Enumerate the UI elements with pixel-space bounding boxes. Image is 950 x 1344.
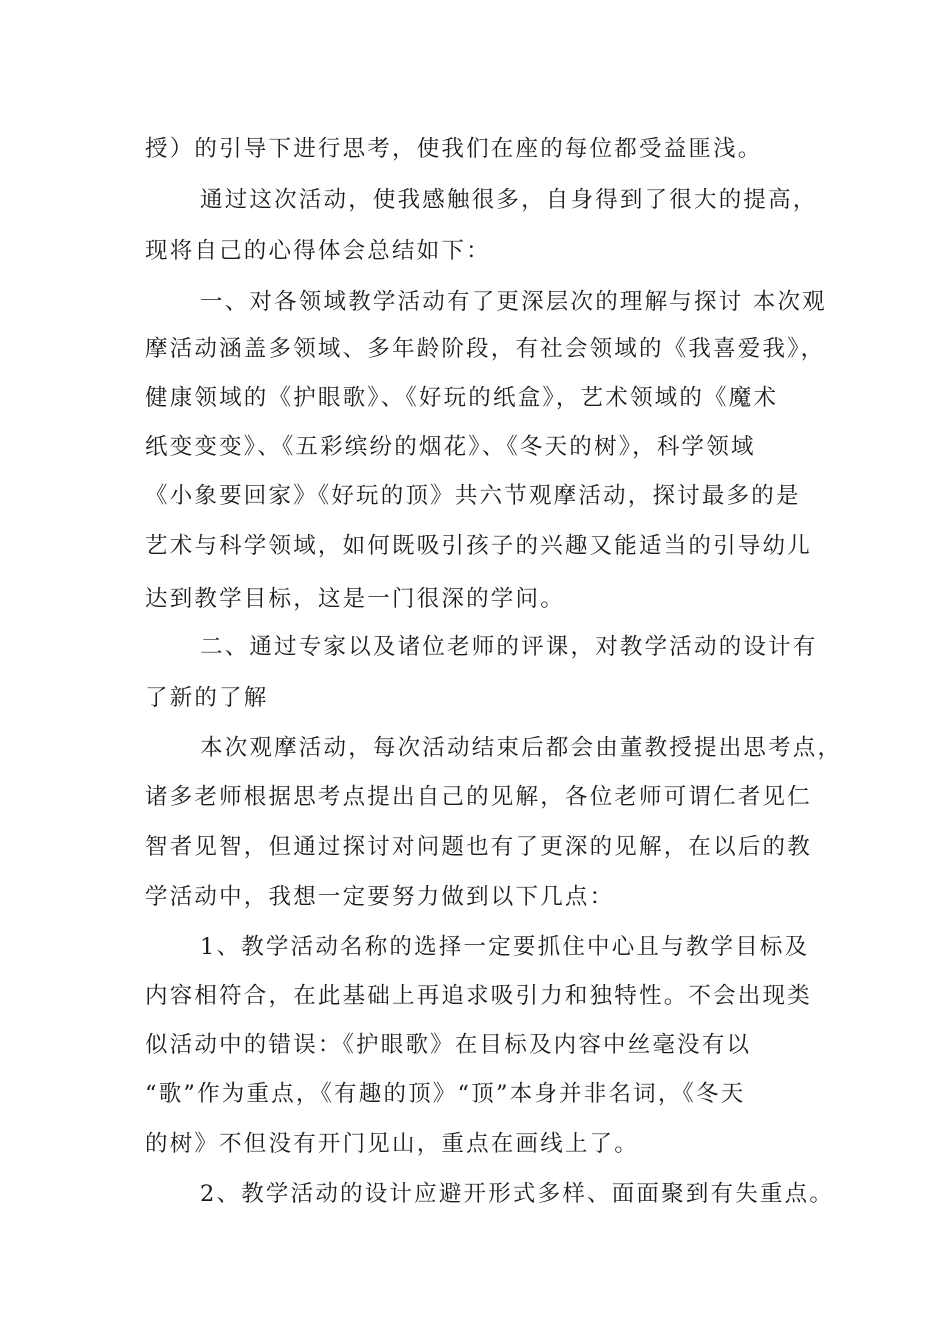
text-line: 了新的了解 xyxy=(145,685,269,711)
text-line: 本次观摩活动，每次活动结束后都会由董教授提出思考点， xyxy=(200,735,843,761)
text-line: 2、教学活动的设计应避开形式多样、面面聚到有失重点。 xyxy=(200,1181,835,1207)
text-line: 似活动中的错误：《护眼歌》在目标及内容中丝毫没有以 xyxy=(145,1032,752,1058)
text-line: 二、通过专家以及诸位老师的评课，对教学活动的设计有 xyxy=(200,634,818,660)
text-line: 诸多老师根据思考点提出自己的见解，各位老师可谓仁者见仁 xyxy=(145,784,812,810)
text-line: 授）的引导下进行思考，使我们在座的每位都受益匪浅。 xyxy=(145,136,763,162)
text-line: 纸变变变》、《五彩缤纷的烟花》、《冬天的树》，科学领域 xyxy=(145,434,756,460)
text-line: 健康领域的《护眼歌》、《好玩的纸盒》，艺术领域的《魔术 xyxy=(145,385,779,411)
text-line: 艺术与科学领域，如何既吸引孩子的兴趣又能适当的引导幼儿 xyxy=(145,533,812,559)
text-line: 达到教学目标，这是一门很深的学问。 xyxy=(145,586,565,612)
text-line: “歌”作为重点，《有趣的顶》“顶”本身并非名词，《冬天 xyxy=(145,1081,746,1107)
text-line: 现将自己的心得体会总结如下： xyxy=(145,238,491,264)
text-line: 内容相符合，在此基础上再追求吸引力和独特性。不会出现类 xyxy=(145,983,812,1009)
text-line: 的树》不但没有开门见山，重点在画线上了。 xyxy=(145,1131,640,1157)
text-line: 1、教学活动名称的选择一定要抓住中心且与教学目标及 xyxy=(200,934,810,960)
text-line: 通过这次活动，使我感触很多，自身得到了很大的提高， xyxy=(200,187,818,213)
text-line: 摩活动涵盖多领域、多年龄阶段，有社会领域的《我喜爱我》， xyxy=(145,336,826,362)
text-line: 一、对各领域教学活动有了更深层次的理解与探讨 本次观 xyxy=(200,289,827,315)
text-line: 智者见智，但通过探讨对问题也有了更深的见解，在以后的教 xyxy=(145,834,812,860)
text-line: 《小象要回家》《好玩的顶》共六节观摩活动，探讨最多的是 xyxy=(145,483,801,509)
text-line: 学活动中，我想一定要努力做到以下几点： xyxy=(145,884,615,910)
